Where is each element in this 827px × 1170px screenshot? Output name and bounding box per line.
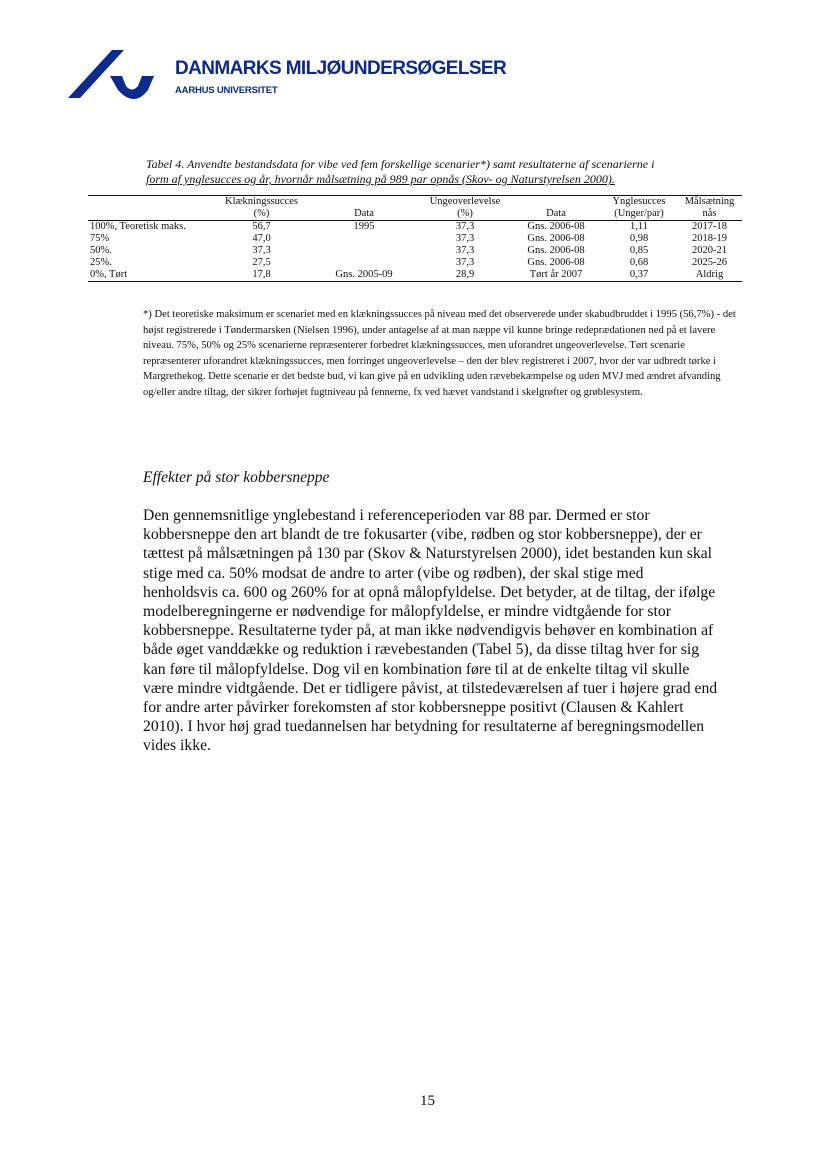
- table-cell: 1,11: [630, 221, 648, 232]
- table-header-cell: [88, 208, 214, 221]
- body-line: Den gennemsnitlige ynglebestand i referenceperioden var 88 par. Dermed er stor: [143, 507, 650, 524]
- table-header-cell: Målsætning: [684, 196, 735, 207]
- body-line: tættest på målsætningen på 130 par (Skov & Naturstyrelsen 2000), idet bestanden kun skal: [143, 545, 713, 563]
- organization-name: DANMARKS MILJØUNDERSØGELSER: [175, 58, 507, 79]
- table-cell: Gns. 2006-08: [527, 233, 585, 244]
- table-footnote: *) Det teoretiske maksimum er scenariet med en klækningssucces på niveau med det observerede under skabudbruddet i 1995 (56,7%) - det højst registrerede i Tøndermarsken (Nielsen 1996), under antagelse af at man næppe vil kunne bringe redeprædationen ned på et lavere niveau. 75%, 50% og 25% scenarierne repræsenterer forbedret klækningssucces, men uforandret ungeoverlevelse. Tørt scenarie repræsenterer uforandret klækningssucces, men forringet ungeoverlevelse – den der blev registreret i 2007, hvor der var udbredt tørke i Margrethekog. Dette scenarie er det bedste bud, vi kan give på en udvikling uden rævebekæmpelse og uden MVJ med ændret afvanding og/eller andre tiltag, der sikrer forhøjet fugtniveau på fennerne, fx ved hævet vandstand i skelgrøfter og grøblesystem.: [143, 309, 736, 398]
- table-cell: 37,3: [455, 233, 475, 244]
- table-header-cell: Data: [511, 208, 601, 221]
- table-cell: 37,3: [455, 257, 475, 268]
- table-cell: 37,3: [252, 245, 271, 256]
- table-cell: 28,9: [455, 269, 475, 280]
- table-cell: Gns. 2006-08: [527, 257, 585, 268]
- table-cell: 0%, Tørt: [90, 269, 128, 280]
- table-cell: [309, 245, 419, 257]
- table-cell: 50%.: [90, 245, 112, 256]
- data-table: [88, 195, 742, 282]
- table-row: [88, 221, 742, 234]
- table-header-cell: (%): [214, 208, 309, 221]
- table-cell: 2018-19: [692, 233, 727, 244]
- body-line: modelberegningerne er nødvendige for målopfyldelse, er mindre vidtgående for stor: [143, 603, 671, 621]
- body-paragraph: [143, 506, 743, 756]
- table-header-cell: Ungeoverlevelse: [429, 196, 501, 207]
- table-cell: 100%, Teoretisk maks.: [90, 221, 186, 232]
- table-header-cell: [511, 196, 601, 209]
- body-line: både øget vanddække og reduktion i rævebestanden (Tabel 5), da disse tiltag hver for sig: [143, 641, 700, 659]
- table-cell: Aldrig: [695, 269, 724, 280]
- table-header-cell: Data: [309, 208, 419, 221]
- body-line: kobbersneppe den art blandt de tre fokusarter (vibe, rødben og stor kobbersneppe), der er: [143, 526, 702, 544]
- table-cell: 37,3: [455, 245, 475, 256]
- au-logo-icon: [66, 48, 158, 100]
- table-cell: Gns. 2006-08: [527, 221, 585, 232]
- organization-subtitle: AARHUS UNIVERSITET: [175, 85, 278, 96]
- body-line: vides ikke.: [143, 737, 211, 755]
- caption-line-1: Tabel 4. Anvendte bestandsdata for vibe ved fem forskellige scenarier*) samt resultaterne af scenarierne i: [146, 157, 655, 171]
- caption-line-2: form af ynglesucces og år, hvornår målsætning på 989 par opnås (Skov- og Naturstyrelsen 2000).: [146, 172, 615, 186]
- table-cell: 0,37: [629, 269, 649, 280]
- page-number: 15: [420, 1093, 435, 1109]
- table-cell: 25%.: [90, 257, 112, 268]
- body-line: kan føre til målopfyldelse. Dog vil en kombination føre til at de enkelte tiltag vil skulle: [143, 660, 690, 678]
- body-line: for andre arter påvirker forekomsten af stor kobbersneppe positivt (Clausen & Kahlert: [143, 699, 684, 717]
- body-line: kobbersneppe. Resultaterne tyder på, at man ikke nødvendigvis behøver en kombination af: [143, 622, 714, 640]
- table-header-cell: Ynglesucces: [612, 196, 666, 207]
- table-cell: Gns. 2006-08: [527, 245, 585, 256]
- body-line: stige med ca. 50% modsat de andre to arter (vibe og rødben), der skal stige med: [143, 564, 644, 582]
- body-line: henholdsvis ca. 600 og 260% for at opnå målopfyldelse. Det betyder, at de tiltag, der ifølge: [143, 583, 716, 601]
- table-cell: 56,7: [252, 221, 271, 232]
- table-header-cell: [88, 196, 214, 209]
- table-cell: Tørt år 2007: [529, 269, 583, 280]
- table-row: [88, 269, 742, 282]
- table-cell: 2025-26: [692, 257, 727, 268]
- body-line: være mindre vidtgående. Det er tidligere påvist, at tilstedeværelsen af tuer i højere grad end: [143, 679, 718, 697]
- table-cell: 1995: [353, 221, 375, 232]
- table-cell: 0,68: [629, 257, 649, 268]
- table-header-cell: (Unger/par): [601, 208, 677, 221]
- table-caption: [146, 157, 746, 187]
- table-cell: 2020-21: [692, 245, 727, 256]
- table-header-cell: nås: [677, 208, 742, 221]
- table-cell: [309, 233, 419, 245]
- body-line: 2010). I hvor høj grad tuedannelsen har betydning for resultaterne af beregningsmodellen: [143, 718, 705, 736]
- table-header-row: [88, 196, 742, 209]
- table-cell: 0,85: [629, 245, 649, 256]
- table-header-cell: [309, 196, 419, 209]
- table-header-cell: (%): [419, 208, 511, 221]
- section-heading: Effekter på stor kobbersneppe: [143, 469, 330, 486]
- table-cell: 37,3: [455, 221, 475, 232]
- table-cell: 75%: [90, 233, 110, 244]
- table-header-cell: Klækningssucces: [225, 196, 298, 207]
- table-cell: 47,0: [252, 233, 271, 244]
- table-cell: [309, 257, 419, 269]
- table-header-row: [88, 208, 742, 221]
- table-cell: 27,5: [252, 257, 271, 268]
- table-cell: 0,98: [629, 233, 649, 244]
- table-cell: 17,8: [252, 269, 271, 280]
- table-row: [88, 245, 742, 257]
- table-row: [88, 257, 742, 269]
- table-cell: Gns. 2005-09: [335, 269, 393, 280]
- table-row: [88, 233, 742, 245]
- table-cell: 2017-18: [692, 221, 727, 232]
